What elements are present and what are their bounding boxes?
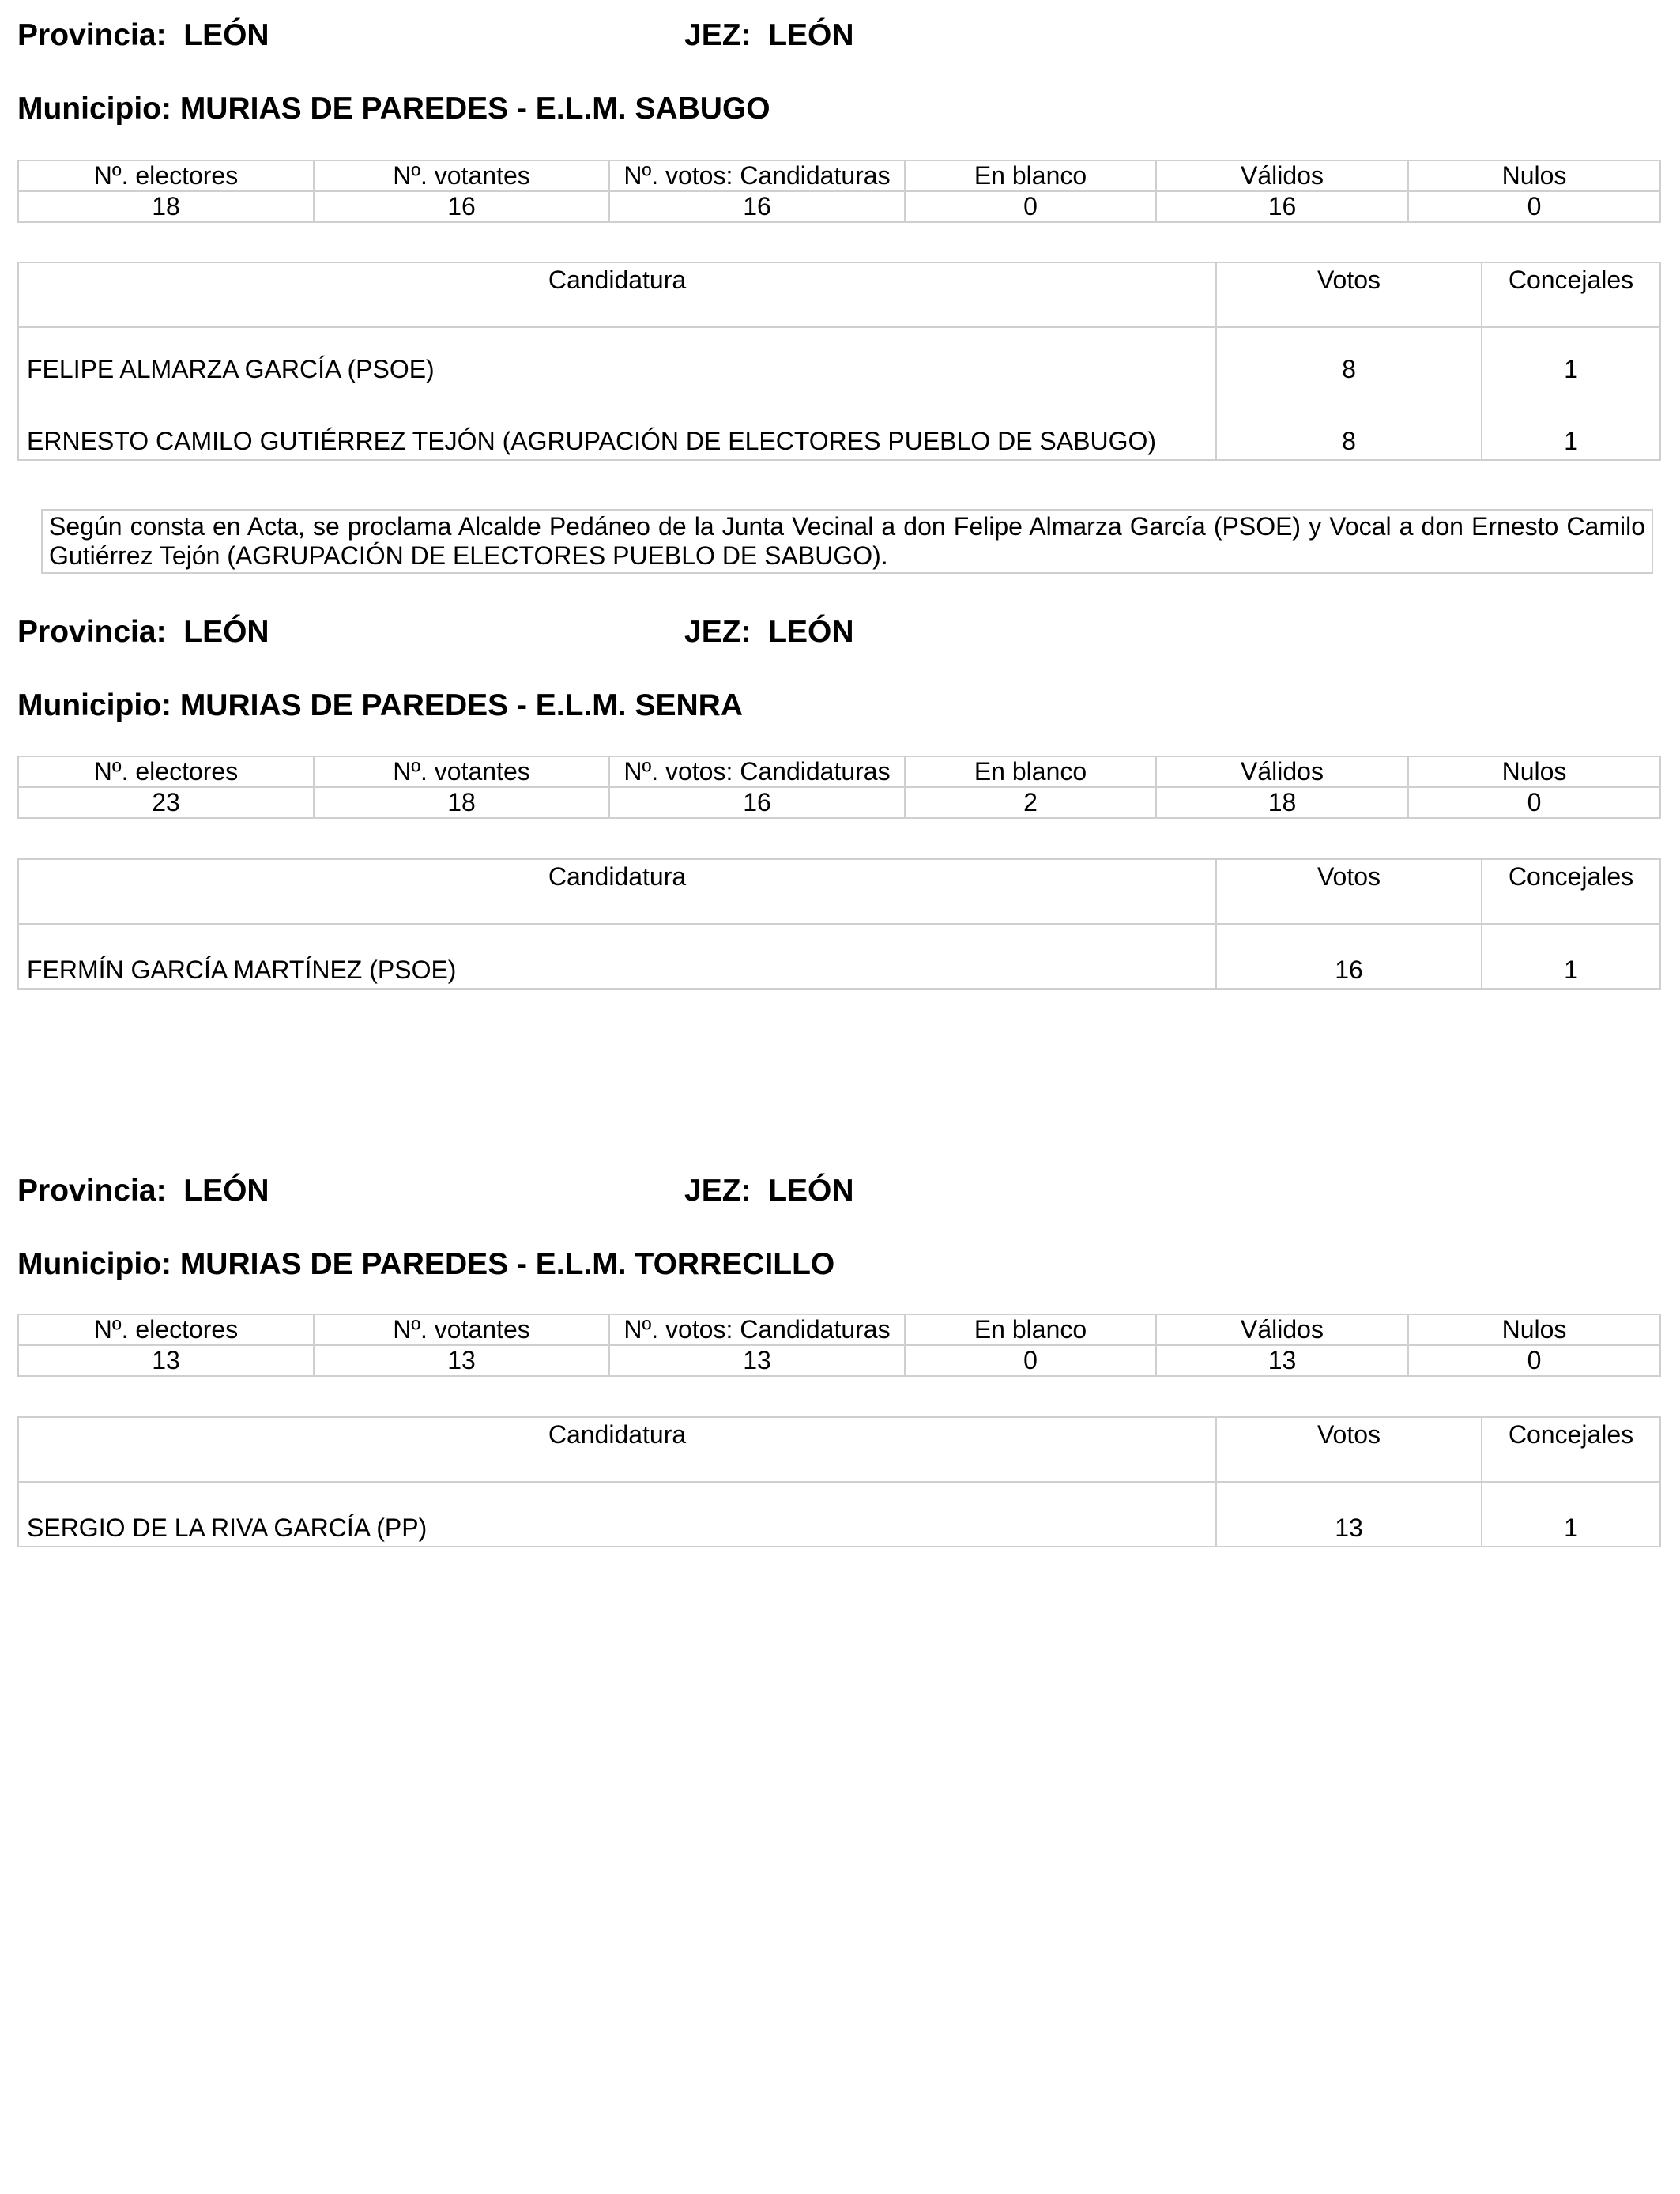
stats-header-row [18, 1314, 1660, 1345]
stats-header: Nulos [1408, 1314, 1660, 1345]
provincia-label: Provincia: [17, 18, 167, 52]
candidates-table [17, 262, 1661, 461]
stats-header: Nº. electores [18, 160, 314, 191]
stats-table [17, 160, 1661, 223]
stats-value: 16 [609, 191, 905, 222]
jez-line [684, 1175, 854, 1206]
candidate-name: FERMÍN GARCÍA MARTÍNEZ (PSOE) [18, 924, 1216, 989]
stats-header: En blanco [905, 160, 1156, 191]
provincia-value: LEÓN [183, 1174, 269, 1208]
proclamation-note: Según consta en Acta, se proclama Alcalde Pedáneo de la Junta Vecinal a don Felipe Almarza García (PSOE) y Vocal a don Ernesto Camilo Gutiérrez Tejón (AGRUPACIÓN DE ELECTORES PUEBLO DE SABUGO). [41, 509, 1653, 574]
stats-header: Nº. votos: Candidaturas [609, 160, 905, 191]
candidates-header-row [18, 859, 1660, 924]
candidate-votos: 8 [1216, 387, 1482, 460]
jez-label: JEZ: [684, 615, 751, 649]
provincia-line [17, 1175, 269, 1206]
jez-line [684, 616, 854, 647]
stats-header: Nulos [1408, 756, 1660, 787]
stats-value: 13 [609, 1345, 905, 1376]
stats-header: Nº. votos: Candidaturas [609, 1314, 905, 1345]
provincia-line [17, 616, 269, 647]
jez-line [684, 20, 854, 51]
stats-value: 0 [1408, 787, 1660, 818]
votos-header: Votos [1216, 859, 1482, 924]
provincia-line [17, 20, 269, 51]
stats-value: 18 [18, 191, 314, 222]
stats-value: 0 [1408, 191, 1660, 222]
municipio-label: Municipio: [17, 1247, 171, 1281]
concejales-header: Concejales [1482, 262, 1660, 327]
candidates-table [17, 858, 1661, 990]
candidate-concejales: 1 [1482, 327, 1660, 387]
stats-table [17, 1314, 1661, 1377]
stats-value-row [18, 1345, 1660, 1376]
provincia-value: LEÓN [183, 615, 269, 649]
stats-header: Nº. electores [18, 1314, 314, 1345]
candidate-name: SERGIO DE LA RIVA GARCÍA (PP) [18, 1482, 1216, 1547]
stats-value: 18 [314, 787, 609, 818]
candidate-votos: 16 [1216, 924, 1482, 989]
municipio-value: MURIAS DE PAREDES - E.L.M. SENRA [179, 688, 743, 722]
provincia-label: Provincia: [17, 1174, 167, 1208]
stats-header: Nº. votos: Candidaturas [609, 756, 905, 787]
stats-value: 0 [905, 1345, 1156, 1376]
candidate-concejales: 1 [1482, 1482, 1660, 1547]
municipio-label: Municipio: [17, 92, 171, 126]
candidates-header-row [18, 262, 1660, 327]
stats-value: 16 [609, 787, 905, 818]
municipio-line [17, 690, 743, 721]
provincia-label: Provincia: [17, 615, 167, 649]
stats-value: 16 [1156, 191, 1408, 222]
stats-value: 0 [1408, 1345, 1660, 1376]
candidate-row [18, 387, 1660, 460]
jez-value: LEÓN [768, 1174, 854, 1208]
stats-value: 2 [905, 787, 1156, 818]
candidatura-header: Candidatura [18, 859, 1216, 924]
jez-value: LEÓN [768, 615, 854, 649]
stats-value: 18 [1156, 787, 1408, 818]
stats-header: Válidos [1156, 160, 1408, 191]
municipio-line [17, 93, 770, 124]
candidate-votos: 8 [1216, 327, 1482, 387]
candidate-votos: 13 [1216, 1482, 1482, 1547]
candidatura-header: Candidatura [18, 262, 1216, 327]
stats-header: Nulos [1408, 160, 1660, 191]
candidate-row [18, 327, 1660, 387]
stats-header: En blanco [905, 1314, 1156, 1345]
stats-value: 13 [18, 1345, 314, 1376]
candidate-concejales: 1 [1482, 924, 1660, 989]
stats-value: 16 [314, 191, 609, 222]
votos-header: Votos [1216, 1417, 1482, 1482]
municipio-label: Municipio: [17, 688, 171, 722]
stats-value: 0 [905, 191, 1156, 222]
stats-header: Válidos [1156, 756, 1408, 787]
candidate-name: ERNESTO CAMILO GUTIÉRREZ TEJÓN (AGRUPACIÓN DE ELECTORES PUEBLO DE SABUGO) [18, 387, 1216, 460]
concejales-header: Concejales [1482, 859, 1660, 924]
candidate-name: FELIPE ALMARZA GARCÍA (PSOE) [18, 327, 1216, 387]
stats-value: 13 [314, 1345, 609, 1376]
stats-value-row [18, 787, 1660, 818]
stats-header: Nº. votantes [314, 1314, 609, 1345]
municipio-line [17, 1249, 834, 1280]
votos-header: Votos [1216, 262, 1482, 327]
stats-header-row [18, 160, 1660, 191]
candidate-row [18, 1482, 1660, 1547]
municipio-value: MURIAS DE PAREDES - E.L.M. SABUGO [179, 92, 770, 126]
stats-header-row [18, 756, 1660, 787]
jez-label: JEZ: [684, 1174, 751, 1208]
stats-header: Nº. votantes [314, 160, 609, 191]
candidates-table [17, 1416, 1661, 1547]
stats-table [17, 756, 1661, 819]
stats-value: 13 [1156, 1345, 1408, 1376]
jez-value: LEÓN [768, 18, 854, 52]
candidate-concejales: 1 [1482, 387, 1660, 460]
candidate-row [18, 924, 1660, 989]
candidatura-header: Candidatura [18, 1417, 1216, 1482]
stats-header: Válidos [1156, 1314, 1408, 1345]
stats-header: Nº. votantes [314, 756, 609, 787]
stats-value-row [18, 191, 1660, 222]
stats-header: Nº. electores [18, 756, 314, 787]
municipio-value: MURIAS DE PAREDES - E.L.M. TORRECILLO [179, 1247, 835, 1281]
concejales-header: Concejales [1482, 1417, 1660, 1482]
jez-label: JEZ: [684, 18, 751, 52]
provincia-value: LEÓN [183, 18, 269, 52]
stats-header: En blanco [905, 756, 1156, 787]
stats-value: 23 [18, 787, 314, 818]
candidates-header-row [18, 1417, 1660, 1482]
